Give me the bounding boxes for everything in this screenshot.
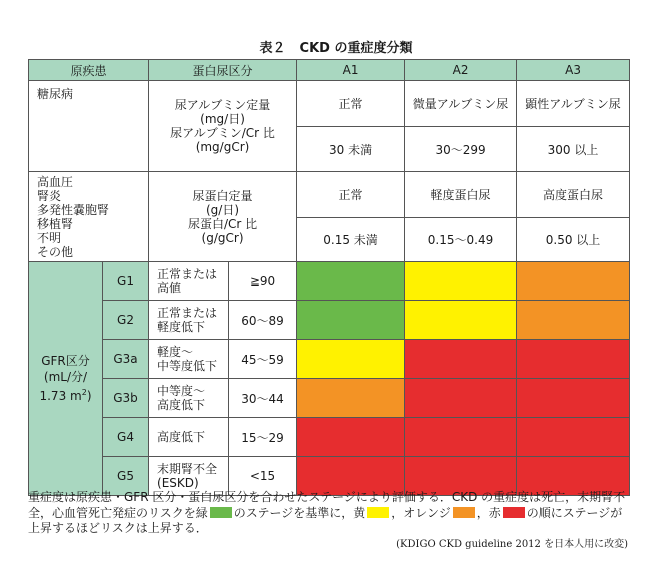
- gfr-description-line: 中等度低下: [157, 359, 218, 373]
- others-measure-unit: (g/日): [206, 202, 240, 217]
- gfr-range: <15: [229, 457, 297, 496]
- others-label: [29, 172, 149, 262]
- risk-cell-green: [297, 301, 405, 340]
- risk-cell-yellow: [405, 262, 517, 301]
- gfr-row: [29, 340, 630, 379]
- footnote-text: ，オレンジ: [391, 505, 451, 520]
- risk-cell-red: [405, 379, 517, 418]
- gfr-description-line: 正常または: [157, 306, 218, 320]
- gfr-unit-end: ): [86, 389, 92, 403]
- footnote-text: のステージを基準に，黄: [233, 505, 366, 520]
- gfr-range: 45～59: [229, 340, 297, 379]
- source-citation: (KDIGO CKD guideline 2012 を日本人用に改変): [396, 539, 628, 550]
- diabetes-measure-line: 尿アルブミン/Cr 比: [170, 126, 275, 140]
- gfr-description-line: 正常または: [157, 267, 218, 281]
- header-a2: A2: [405, 60, 517, 81]
- gfr-description-line: 高度低下: [157, 398, 206, 412]
- risk-cell-red: [405, 340, 517, 379]
- gfr-description-line: 末期腎不全: [157, 462, 218, 476]
- gfr-description: [149, 379, 229, 418]
- gfr-description: [149, 262, 229, 301]
- risk-cell-red: [517, 340, 630, 379]
- gfr-unit: 1.73 m: [39, 389, 82, 403]
- risk-cell-green: [297, 262, 405, 301]
- diabetes-a2-label: 微量アルブミン尿: [405, 81, 517, 127]
- others-a3-value: 0.50 以上: [517, 218, 630, 262]
- footnote: [28, 490, 628, 537]
- gfr-label-line: GFR区分: [41, 354, 90, 368]
- gfr-unit-sup: 2: [81, 388, 87, 397]
- header-a3: A3: [517, 60, 630, 81]
- others-a1-value: 0.15 未満: [297, 218, 405, 262]
- others-a2-label: 軽度蛋白尿: [405, 172, 517, 218]
- diabetes-a2-value: 30～299: [405, 127, 517, 172]
- diabetes-measure-unit: (mg/日): [200, 112, 245, 126]
- others-measure-unit: (g/gCr): [201, 230, 244, 245]
- gfr-range: 30～44: [229, 379, 297, 418]
- diabetes-measure-line: 尿アルブミン定量: [174, 98, 271, 112]
- footnote-text: 重症度は原疾患・GFR 区分・蛋白尿区分を合わせたステージにより評価する．CKD の重症度は死亡，末期腎不全，心血管死亡発症のリスクを緑: [28, 490, 626, 520]
- gfr-row: [29, 262, 630, 301]
- gfr-description-line: 高値: [157, 281, 182, 295]
- header-row: [29, 60, 630, 81]
- gfr-description-line: 高度低下: [157, 430, 206, 444]
- gfr-description-line: 中等度～: [157, 384, 206, 398]
- risk-cell-red: [517, 379, 630, 418]
- diabetes-row: [29, 81, 630, 127]
- diabetes-label: 糖尿病: [29, 81, 149, 172]
- footnote-text: ，赤: [476, 505, 501, 520]
- footnote-text: の順にステージが上昇するほどリスクは上昇する．: [28, 505, 623, 535]
- gfr-description: [149, 301, 229, 340]
- gfr-description-line: 軽度～: [157, 345, 194, 359]
- others-measure-line: 尿蛋白定量: [192, 188, 253, 203]
- gfr-description-line: 軽度低下: [157, 320, 206, 334]
- others-disease: 腎炎: [37, 188, 62, 203]
- others-a1-label: 正常: [297, 172, 405, 218]
- orange-swatch: [453, 507, 475, 518]
- gfr-stage: G5: [103, 457, 149, 496]
- gfr-stage: G3b: [103, 379, 149, 418]
- others-a2-value: 0.15～0.49: [405, 218, 517, 262]
- gfr-description-line: (ESKD): [157, 476, 199, 490]
- red-swatch: [503, 507, 525, 518]
- risk-cell-red: [405, 418, 517, 457]
- gfr-row: [29, 418, 630, 457]
- others-disease: 高血圧: [37, 174, 74, 189]
- green-swatch: [210, 507, 232, 518]
- yellow-swatch: [367, 507, 389, 518]
- diabetes-a3-label: 顕性アルブミン尿: [517, 81, 630, 127]
- diabetes-a3-value: 300 以上: [517, 127, 630, 172]
- table-title: [0, 37, 672, 56]
- others-disease: 不明: [37, 230, 62, 245]
- others-row: [29, 172, 630, 218]
- diabetes-a1-label: 正常: [297, 81, 405, 127]
- gfr-description: [149, 340, 229, 379]
- gfr-stage: G1: [103, 262, 149, 301]
- others-disease: 移植腎: [37, 216, 74, 231]
- header-category: 蛋白尿区分: [149, 60, 297, 81]
- gfr-description: [149, 418, 229, 457]
- header-a1: A1: [297, 60, 405, 81]
- risk-cell-orange: [297, 379, 405, 418]
- risk-cell-yellow: [405, 301, 517, 340]
- risk-cell-orange: [517, 301, 630, 340]
- gfr-label: [29, 262, 103, 496]
- others-measure: [149, 172, 297, 262]
- others-disease: 多発性嚢胞腎: [37, 202, 110, 217]
- gfr-stage: G4: [103, 418, 149, 457]
- gfr-stage: G3a: [103, 340, 149, 379]
- others-measure-line: 尿蛋白/Cr 比: [187, 216, 258, 231]
- gfr-row: [29, 301, 630, 340]
- gfr-row: [29, 379, 630, 418]
- risk-cell-red: [517, 418, 630, 457]
- diabetes-measure-unit: (mg/gCr): [195, 140, 250, 154]
- gfr-stage: G2: [103, 301, 149, 340]
- diabetes-a1-value: 30 未満: [297, 127, 405, 172]
- diabetes-measure: [149, 81, 297, 172]
- risk-cell-yellow: [297, 340, 405, 379]
- gfr-range: 60～89: [229, 301, 297, 340]
- table-title-text: CKD の重症度分類: [299, 41, 413, 56]
- gfr-range: 15～29: [229, 418, 297, 457]
- header-disease: 原疾患: [29, 60, 149, 81]
- gfr-label-line: (mL/分/: [43, 370, 88, 384]
- gfr-label-line: [29, 385, 102, 404]
- risk-cell-orange: [517, 262, 630, 301]
- others-a3-label: 高度蛋白尿: [517, 172, 630, 218]
- table-number: 表２: [259, 41, 286, 56]
- risk-cell-red: [297, 418, 405, 457]
- gfr-range: ≧90: [229, 262, 297, 301]
- ckd-severity-table: [28, 59, 630, 496]
- others-disease: その他: [37, 244, 74, 259]
